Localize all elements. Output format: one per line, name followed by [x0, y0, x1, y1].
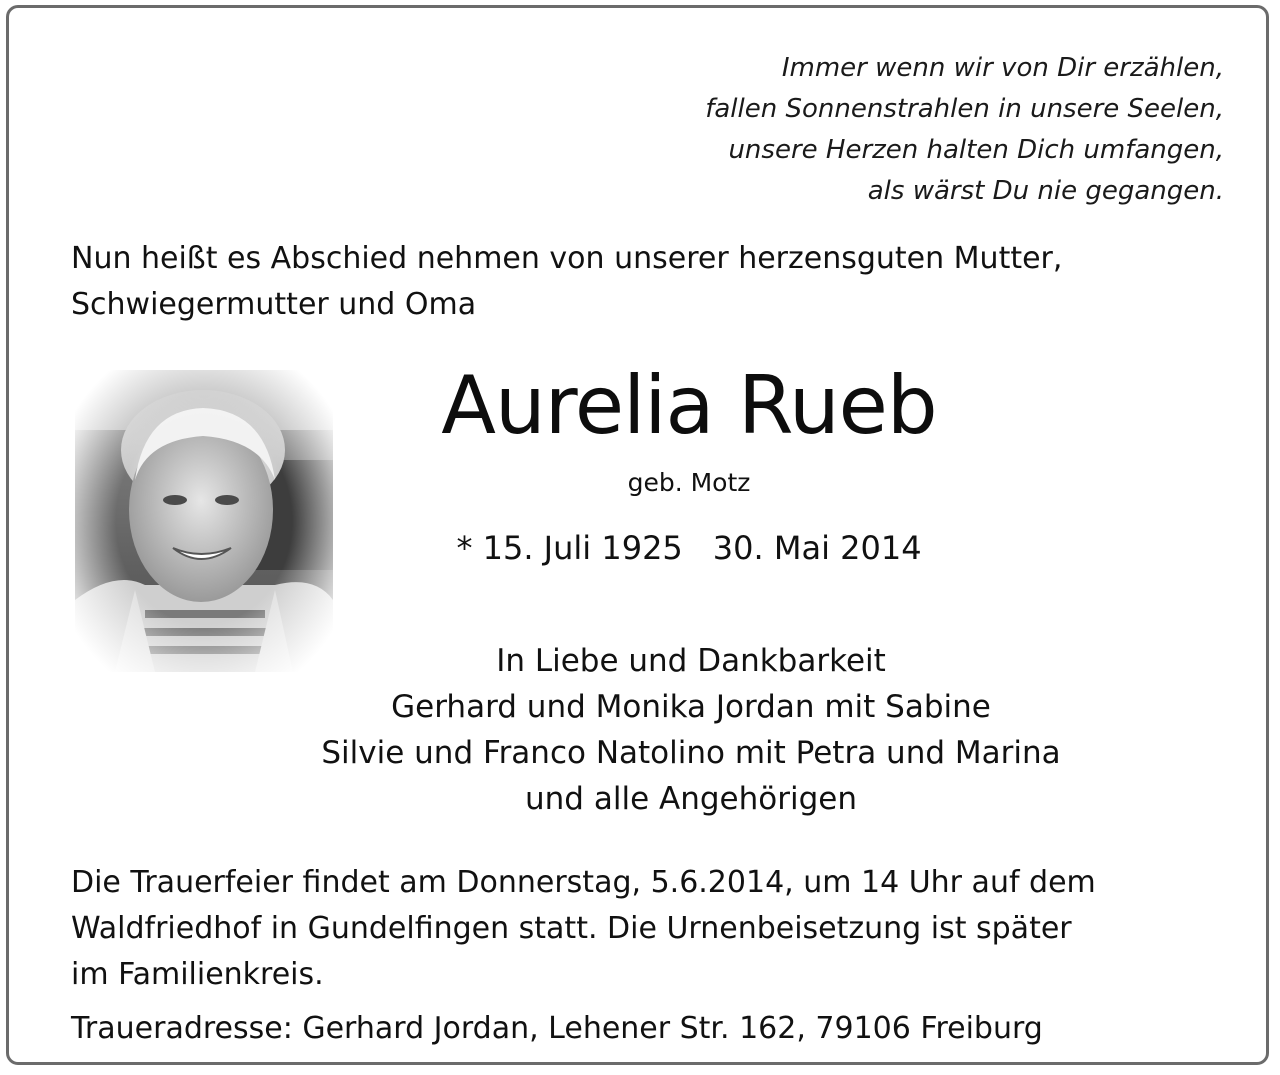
service-line: Die Trauerfeier findet am Donnerstag, 5.6.2014, um 14 Uhr auf dem	[71, 865, 1096, 900]
portrait-photo	[75, 370, 333, 672]
poem	[524, 48, 1224, 212]
poem-line: fallen Sonnenstrahlen in unsere Seelen,	[705, 94, 1224, 124]
service-notice	[71, 860, 1225, 998]
poem-line: als wärst Du nie gegangen.	[867, 176, 1224, 206]
obituary-frame	[6, 5, 1269, 1065]
mourner-line: Gerhard und Monika Jordan mit Sabine	[391, 689, 991, 725]
mourner-line: In Liebe und Dankbarkeit	[496, 643, 886, 679]
poem-line: Immer wenn wir von Dir erzählen,	[781, 53, 1224, 83]
deceased-name: Aurelia Rueb	[441, 359, 937, 452]
maiden-name: geb. Motz	[627, 468, 751, 497]
poem-line: unsere Herzen halten Dich umfangen,	[728, 135, 1224, 165]
mourner-line: Silvie und Franco Natolino mit Petra und Marina	[321, 735, 1061, 771]
mourning-address: Traueradresse: Gerhard Jordan, Lehener Str. 162, 79106 Freiburg	[71, 1011, 1043, 1046]
service-line: Waldfriedhof in Gundelfingen statt. Die Urnenbeisetzung ist später	[71, 911, 1072, 946]
intro-text	[71, 236, 1231, 328]
death-date: 30. Mai 2014	[712, 529, 922, 567]
intro-line: Nun heißt es Abschied nehmen von unserer herzensguten Mutter,	[71, 241, 1063, 276]
mourners-list	[159, 638, 1223, 822]
intro-line: Schwiegermutter und Oma	[71, 287, 477, 322]
service-line: im Familienkreis.	[71, 957, 324, 992]
portrait-image	[75, 370, 333, 672]
life-dates	[339, 526, 1039, 570]
mourner-line: und alle Angehörigen	[525, 781, 857, 817]
birth-date: * 15. Juli 1925	[456, 529, 683, 567]
